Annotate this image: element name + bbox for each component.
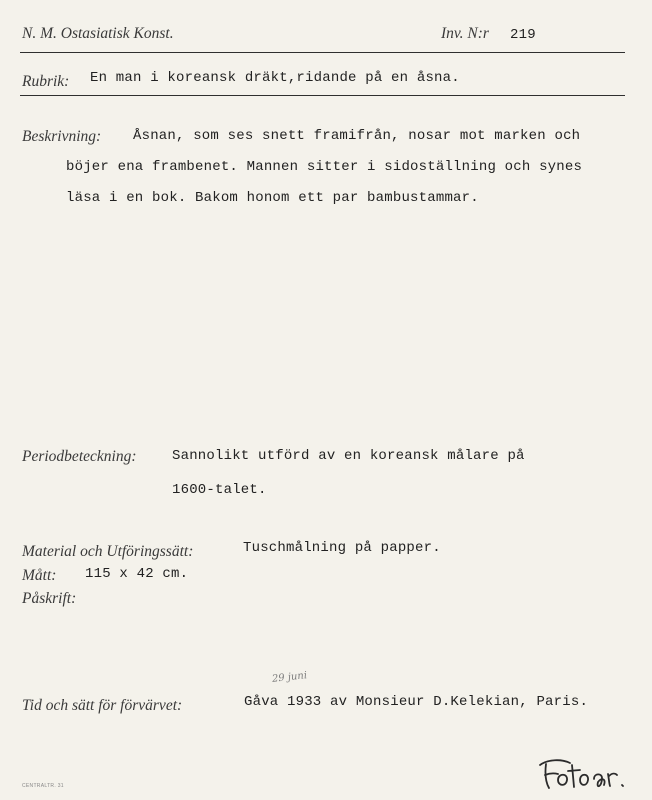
- period-line-1: Sannolikt utförd av en koreansk målare på: [172, 448, 525, 464]
- matt-value: 115 x 42 cm.: [85, 566, 189, 582]
- inventory-number: 219: [510, 27, 536, 43]
- period-line-2: 1600-talet.: [172, 482, 267, 498]
- material-label: Material och Utföringssätt:: [22, 543, 194, 560]
- pencil-date-note: 29 juni: [271, 670, 308, 685]
- institution-name: N. M. Ostasiatisk Konst.: [22, 25, 174, 42]
- header-rule: [20, 52, 625, 53]
- inventory-label: Inv. N:r: [441, 25, 489, 42]
- beskrivning-label: Beskrivning:: [22, 128, 102, 145]
- printer-mark: CENTRALTR. 31: [22, 783, 64, 789]
- forvarv-label: Tid och sätt för förvärvet:: [22, 697, 183, 714]
- forvarv-value: Gåva 1933 av Monsieur D.Kelekian, Paris.: [244, 694, 589, 710]
- beskrivning-line-3: läsa i en bok. Bakom honom ett par bambustammar.: [66, 190, 479, 206]
- paskrift-label: Påskrift:: [22, 590, 77, 607]
- rubrik-value: En man i koreansk dräkt,ridande på en åsna.: [90, 70, 460, 86]
- rubrik-rule: [20, 95, 625, 96]
- handwritten-fotogr-signature: [536, 755, 626, 791]
- material-value: Tuschmålning på papper.: [243, 540, 441, 556]
- matt-label: Mått:: [22, 567, 57, 584]
- period-label: Periodbeteckning:: [22, 448, 137, 465]
- rubrik-label: Rubrik:: [22, 73, 70, 90]
- beskrivning-line-2: böjer ena frambenet. Mannen sitter i sidoställning och synes: [66, 159, 583, 175]
- beskrivning-line-1: Åsnan, som ses snett framifrån, nosar mot marken och: [133, 128, 581, 144]
